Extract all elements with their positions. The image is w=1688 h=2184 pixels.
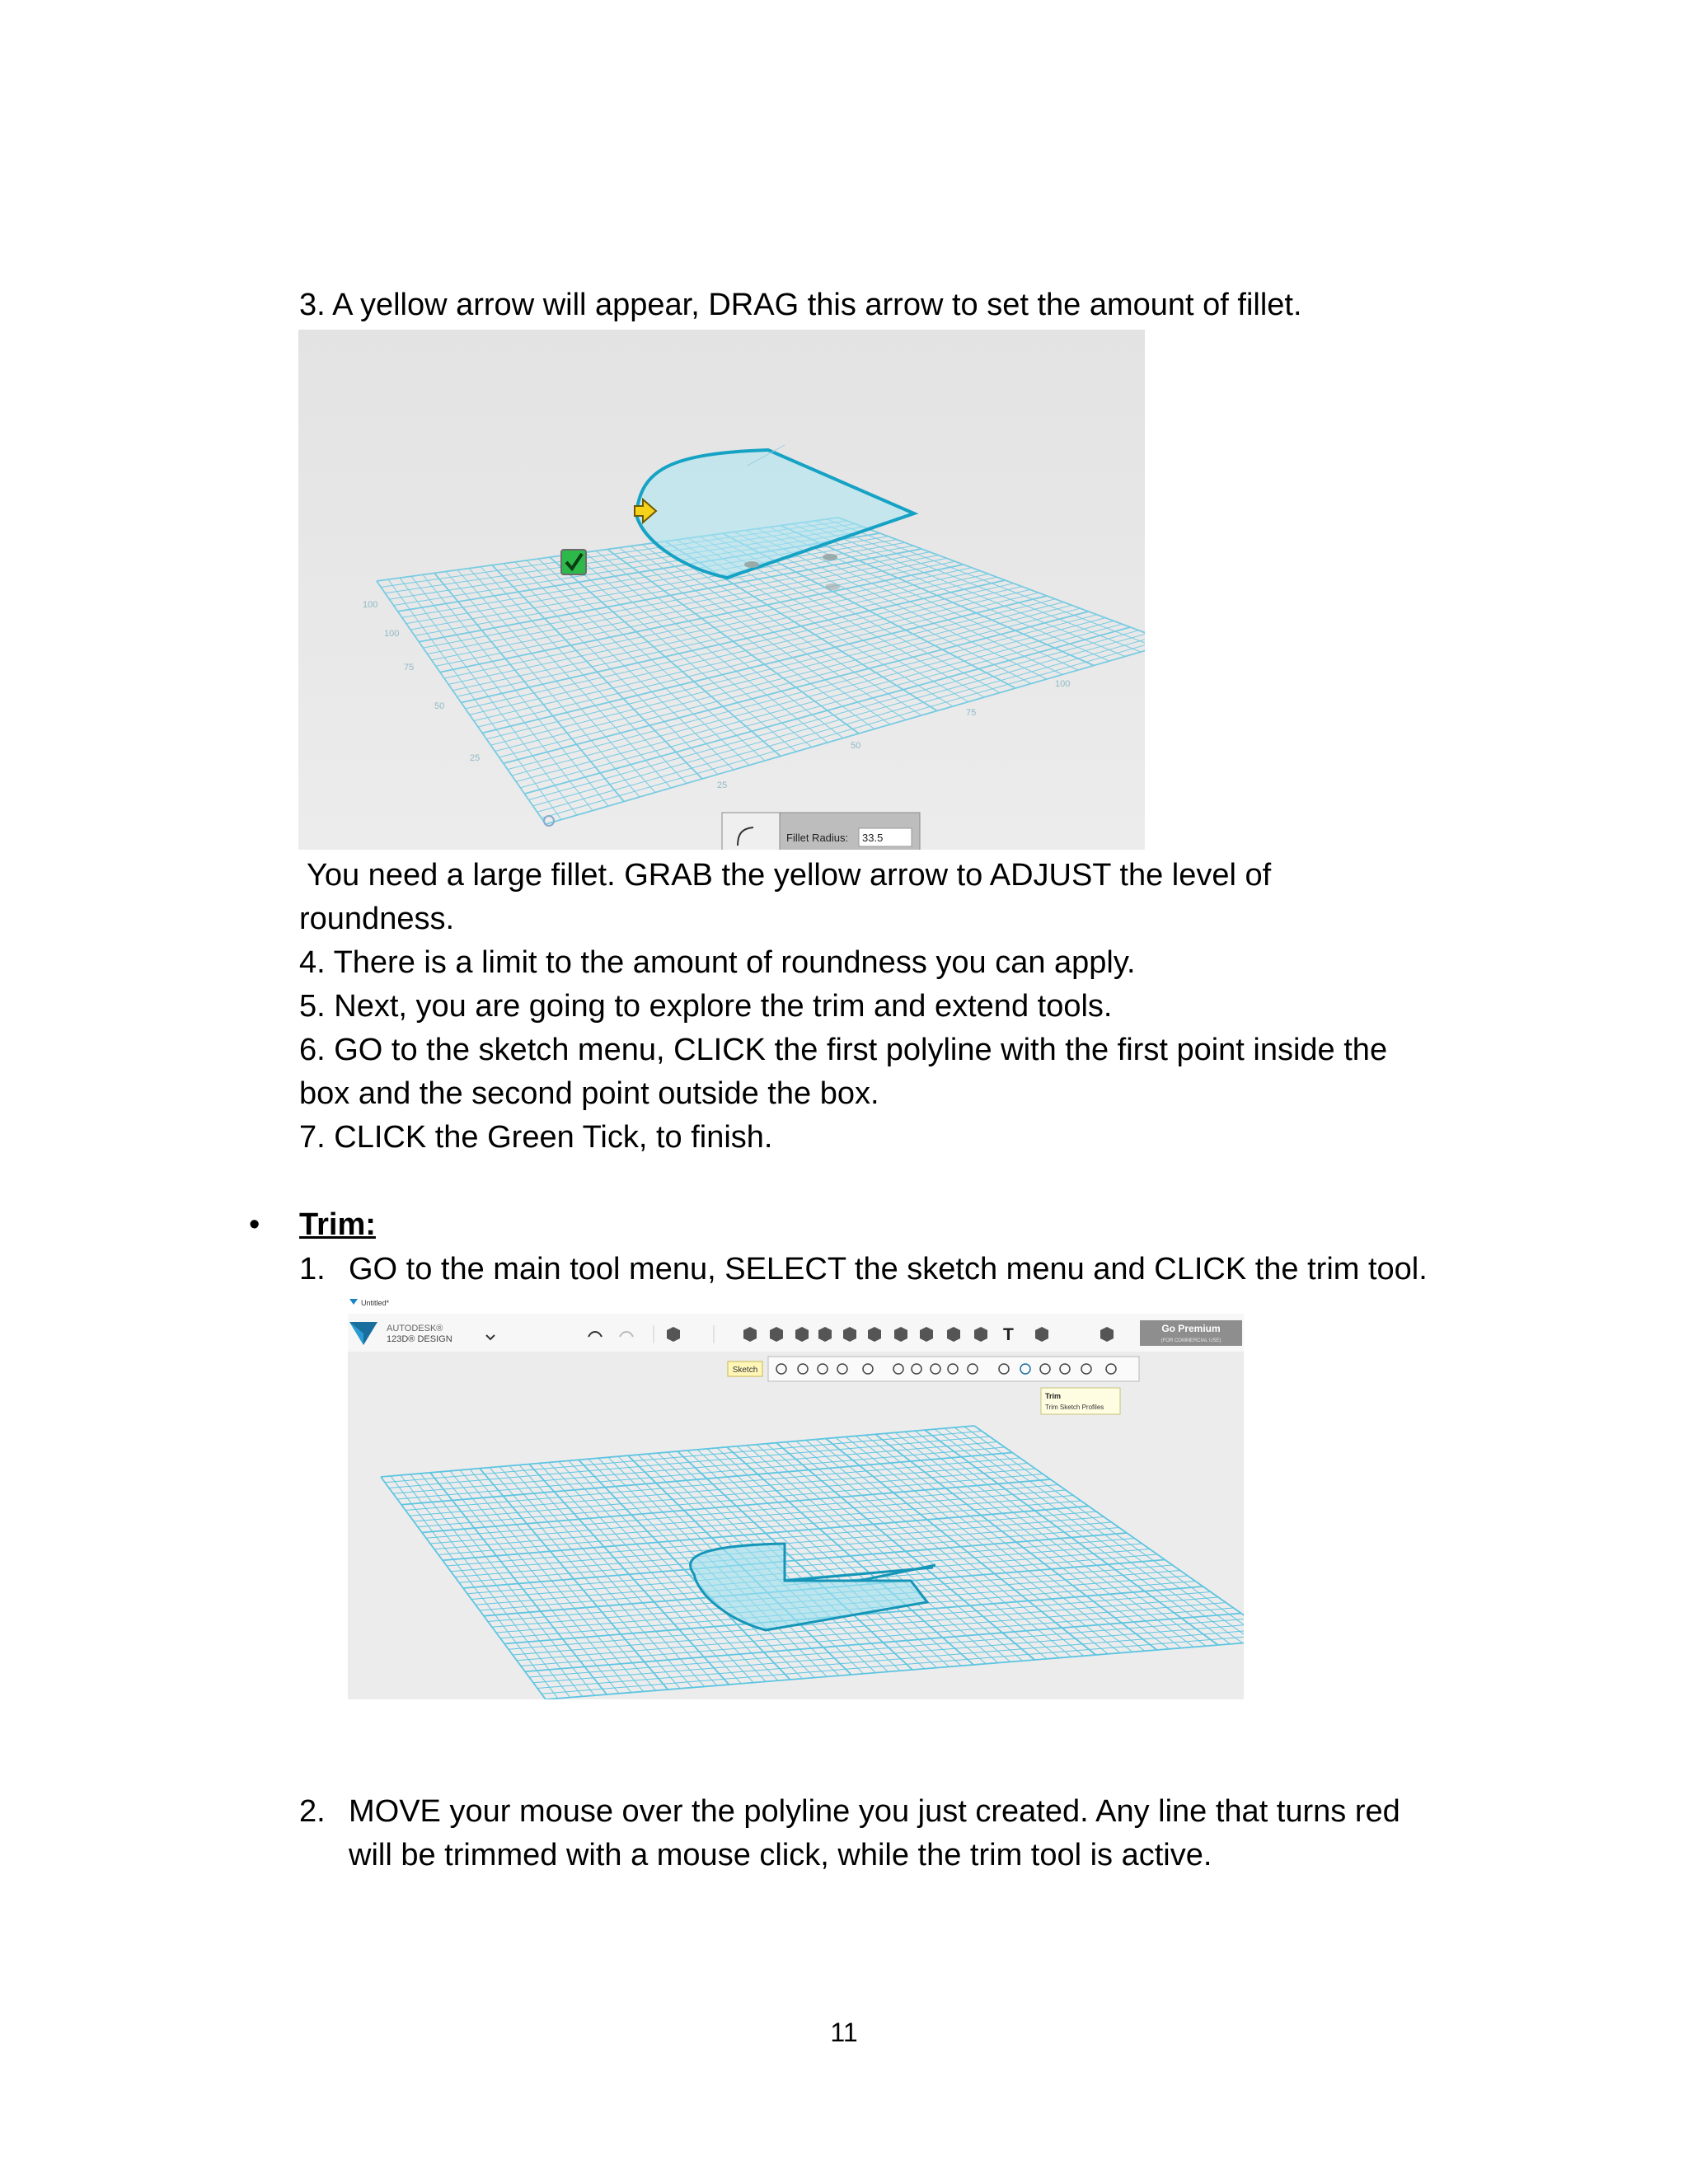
trim-tool-screenshot: [348, 1294, 1244, 1699]
fillet-screenshot: [298, 330, 1145, 850]
trim-item-1-text: GO to the main tool menu, SELECT the sketch menu and CLICK the trim tool.: [349, 1252, 1428, 1286]
step-6-line-1: 6. GO to the sketch menu, CLICK the first polyline with the first point inside the: [299, 1033, 1388, 1067]
trim-tooltip: [1041, 1388, 1120, 1414]
note-line-1: You need a large fillet. GRAB the yellow arrow to ADJUST the level of: [307, 858, 1272, 893]
svg-text:AUTODESK®: AUTODESK®: [387, 1324, 443, 1333]
sketch-menu-label[interactable]: Sketch: [732, 1366, 758, 1375]
step-6-line-2: box and the second point outside the box.: [299, 1076, 879, 1111]
text-tool-icon[interactable]: T: [1003, 1325, 1014, 1344]
green-tick-icon[interactable]: [561, 550, 586, 574]
axis-label: 75: [966, 708, 977, 718]
trim-item-2-line-2: will be trimmed with a mouse click, while the trim tool is active.: [349, 1838, 1212, 1872]
axis-label: 25: [717, 780, 728, 790]
document-title: Untitled*: [361, 1299, 390, 1307]
page-number: 11: [830, 2018, 858, 2047]
axis-label: 25: [470, 753, 481, 763]
step-5-text: 5. Next, you are going to explore the trim and extend tools.: [299, 989, 1113, 1024]
svg-text:Go Premium: Go Premium: [1161, 1323, 1221, 1334]
trim-item-2-line-1: MOVE your mouse over the polyline you just created. Any line that turns red: [349, 1794, 1400, 1829]
note-line-2: roundness.: [299, 902, 455, 936]
trim-heading: Trim:: [299, 1207, 376, 1242]
step-3-text: 3. A yellow arrow will appear, DRAG this arrow to set the amount of fillet.: [299, 288, 1302, 322]
svg-text:Trim: Trim: [1045, 1392, 1062, 1400]
step-7-text: 7. CLICK the Green Tick, to finish.: [299, 1120, 773, 1155]
trim-item-1-number: 1.: [299, 1252, 326, 1286]
axis-label: 100: [384, 629, 400, 639]
svg-text:Trim Sketch Profiles: Trim Sketch Profiles: [1045, 1404, 1104, 1411]
bullet-icon: •: [249, 1207, 260, 1242]
svg-text:(FOR COMMERCIAL USE): (FOR COMMERCIAL USE): [1160, 1338, 1221, 1343]
fillet-radius-label: Fillet Radius:: [786, 832, 849, 844]
fillet-radius-panel[interactable]: [722, 813, 920, 850]
go-premium-button[interactable]: [1140, 1320, 1242, 1346]
axis-label: 50: [851, 741, 861, 751]
axis-label: 100: [1055, 679, 1071, 689]
fillet-viewport: [298, 330, 1145, 850]
step-4-text: 4. There is a limit to the amount of roundness you can apply.: [299, 945, 1136, 980]
axis-label: 100: [363, 600, 378, 610]
svg-text:123D® DESIGN: 123D® DESIGN: [387, 1334, 452, 1344]
trim-item-2-number: 2.: [299, 1794, 326, 1829]
axis-label: 75: [404, 663, 415, 673]
fillet-radius-value: 33.5: [862, 832, 884, 844]
app-window: [348, 1294, 1244, 1699]
axis-label: 50: [434, 701, 445, 711]
